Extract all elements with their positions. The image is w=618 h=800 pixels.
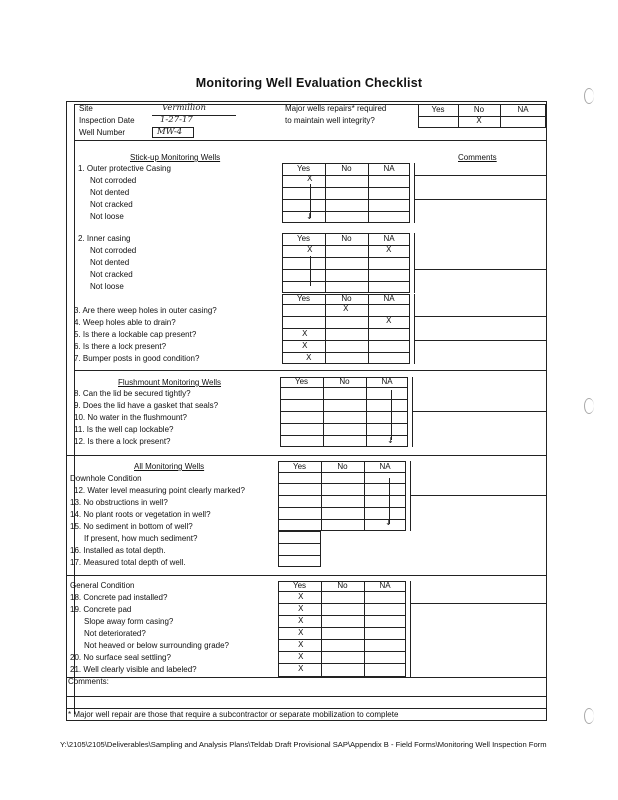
comment-line <box>414 163 415 223</box>
q2-item: Not cracked <box>90 270 133 279</box>
q20-label: 20. No surface seal settling? <box>70 653 171 662</box>
q1-item: Not cracked <box>90 200 133 209</box>
q6-label: 6. Is there a lock present? <box>74 342 167 351</box>
grid-divider <box>278 472 406 473</box>
section-divider <box>66 575 546 576</box>
flush-yes-header: Yes <box>294 377 309 386</box>
q2-item: Not loose <box>90 282 124 291</box>
grid-divider <box>282 269 410 270</box>
page-title: Monitoring Well Evaluation Checklist <box>195 76 423 90</box>
q1-item: Not dented <box>90 188 130 197</box>
comment-line <box>414 316 546 317</box>
flush-no-header: No <box>339 377 350 386</box>
q19c-label: Not heaved or below surrounding grade? <box>84 641 229 650</box>
q2-arrow-line <box>310 256 311 286</box>
q11-label: 11. Is the well cap lockable? <box>74 425 174 434</box>
grid-divider <box>280 411 408 412</box>
general-title: General Condition <box>70 581 135 590</box>
comment-line <box>414 175 546 176</box>
binder-hole-top <box>584 88 594 104</box>
grid-divider <box>278 555 321 556</box>
site-label: Site <box>79 104 93 113</box>
well-number-value: MW-4 <box>157 127 183 137</box>
comments-header: Comments <box>458 153 497 162</box>
q12a-label: 12. Is there a lock present? <box>74 437 171 446</box>
grid-divider <box>280 387 408 388</box>
comment-line <box>414 269 546 270</box>
flushmount-title: Flushmount Monitoring Wells <box>118 378 222 387</box>
grid-divider <box>278 483 406 484</box>
stickup-title: Stick-up Monitoring Wells <box>130 153 221 162</box>
comment-line <box>414 294 415 364</box>
grid-divider <box>278 543 321 544</box>
major-repairs-na-header: NA <box>517 105 529 114</box>
q7-check: X <box>306 353 312 362</box>
q2-label: 2. Inner casing <box>78 234 131 243</box>
comment-line <box>410 461 411 531</box>
q19b-label: Not deteriorated? <box>84 629 146 638</box>
inner-right-border <box>546 104 547 714</box>
q1-item: Not loose <box>90 212 124 221</box>
q5-label: 5. Is there a lockable cap present? <box>74 330 197 339</box>
q17-label: 17. Measured total depth of well. <box>70 558 186 567</box>
q1-na-header: NA <box>383 164 395 173</box>
grid-divider <box>282 187 410 188</box>
q20-check: X <box>298 652 304 661</box>
q21-check: X <box>298 664 304 673</box>
section-divider <box>66 455 546 456</box>
q3-no-header: No <box>341 294 352 303</box>
inspection-date-label: Inspection Date <box>79 116 135 125</box>
q2-item: Not dented <box>90 258 130 267</box>
comment-line <box>410 603 546 604</box>
comment-line <box>410 495 546 496</box>
site-value: Vermillion <box>162 103 206 113</box>
grid-divider <box>278 507 406 508</box>
all-arrow-head: ↓ <box>385 518 392 527</box>
q1-no-header: No <box>341 164 352 173</box>
section-divider <box>66 677 546 678</box>
q1-item: Not corroded <box>90 176 137 185</box>
flush-arrow-head: ↓ <box>387 436 394 445</box>
grid-divider <box>282 199 410 200</box>
gen-yes-header: Yes <box>292 581 307 590</box>
q6-check: X <box>302 341 308 350</box>
grid-divider <box>282 281 410 282</box>
header-bottom-line <box>74 140 546 141</box>
grid-divider <box>282 257 410 258</box>
major-repairs-no-header: No <box>473 105 485 114</box>
flush-na-header: NA <box>381 377 393 386</box>
all-no-header: No <box>337 462 348 471</box>
q16-label: 16. Installed as total depth. <box>70 546 166 555</box>
footnote: * Major well repair are those that require a subcontractor or separate mobilization to complete <box>68 710 399 719</box>
q10-label: 10. No water in the flushmount? <box>74 413 187 422</box>
q3-na-header: NA <box>383 294 395 303</box>
q12-label: 12. Water level measuring point clearly marked? <box>74 486 245 495</box>
major-repairs-answer: X <box>476 116 482 125</box>
sediment-label: If present, how much sediment? <box>84 534 198 543</box>
grid-divider <box>280 399 408 400</box>
gen-no-header: No <box>337 581 348 590</box>
grid-divider <box>278 495 406 496</box>
q2-check-yes: X <box>307 245 313 254</box>
grid-divider <box>282 211 410 212</box>
q8-label: 8. Can the lid be secured tightly? <box>74 389 191 398</box>
well-number-box <box>152 127 194 138</box>
comment-line <box>414 199 546 200</box>
q4-label: 4. Weep holes able to drain? <box>74 318 176 327</box>
comment-line <box>414 233 415 293</box>
q19-check: X <box>298 604 304 613</box>
q13-label: 13. No obstructions in well? <box>70 498 168 507</box>
flush-arrow-line <box>391 390 392 440</box>
comment-line <box>66 696 546 697</box>
q4-check: X <box>386 316 392 325</box>
all-wells-title: All Monitoring Wells <box>134 462 205 471</box>
well-number-label: Well Number <box>79 128 126 137</box>
q19-label: 19. Concrete pad <box>70 605 132 614</box>
q19a-label: Slope away form casing? <box>84 617 174 626</box>
gen-na-header: NA <box>379 581 391 590</box>
all-na-header: NA <box>379 462 391 471</box>
q19b-check: X <box>298 628 304 637</box>
q3-yes-header: Yes <box>296 294 311 303</box>
comment-line <box>410 581 411 677</box>
q5-check: X <box>302 329 308 338</box>
q1-check: X <box>307 174 313 183</box>
q19c-check: X <box>298 640 304 649</box>
q7-label: 7. Bumper posts in good condition? <box>74 354 200 363</box>
all-yes-header: Yes <box>292 462 307 471</box>
binder-hole-middle <box>584 398 594 414</box>
grid-divider <box>282 175 410 176</box>
downhole-label: Downhole Condition <box>70 474 142 483</box>
q21-label: 21. Well clearly visible and labeled? <box>70 665 197 674</box>
q2-yes-header: Yes <box>296 234 311 243</box>
binder-hole-bottom <box>584 708 594 724</box>
inspection-date-value: 1-27-17 <box>160 115 193 125</box>
grid-divider <box>282 352 410 353</box>
q3-check: X <box>343 304 349 313</box>
q1-arrow-head: ↓ <box>306 212 313 221</box>
q15-label: 15. No sediment in bottom of well? <box>70 522 193 531</box>
major-repairs-line2: to maintain well integrity? <box>285 116 375 125</box>
q19a-check: X <box>298 616 304 625</box>
q1-label: 1. Outer protective Casing <box>78 164 171 173</box>
q9-label: 9. Does the lid have a gasket that seals? <box>74 401 219 410</box>
file-path-footer: Y:\2105\2105\Deliverables\Sampling and Analysis Plans\Teldab Draft Provisional SAP\Appendix B - Field Forms\Monitoring Well Inspection Form <box>60 740 547 749</box>
comment-line <box>414 340 546 341</box>
q18-check: X <box>298 592 304 601</box>
major-repairs-line1: Major wells repairs* required <box>285 104 387 113</box>
comment-line <box>412 411 546 412</box>
comment-line <box>412 377 413 447</box>
q2-no-header: No <box>341 234 352 243</box>
q1-yes-header: Yes <box>296 164 311 173</box>
q3-label: 3. Are there weep holes in outer casing? <box>74 306 217 315</box>
comment-line <box>66 708 546 709</box>
depth-answer-box <box>278 531 321 567</box>
q2-check-na: X <box>386 245 392 254</box>
comments-label: Comments: <box>68 677 109 686</box>
q18-label: 18. Concrete pad installed? <box>70 593 168 602</box>
section-divider <box>74 370 546 371</box>
q2-item: Not corroded <box>90 246 137 255</box>
grid-divider <box>280 423 408 424</box>
major-repairs-yes-header: Yes <box>431 105 445 114</box>
q2-na-header: NA <box>383 234 395 243</box>
q14-label: 14. No plant roots or vegetation in well? <box>70 510 211 519</box>
